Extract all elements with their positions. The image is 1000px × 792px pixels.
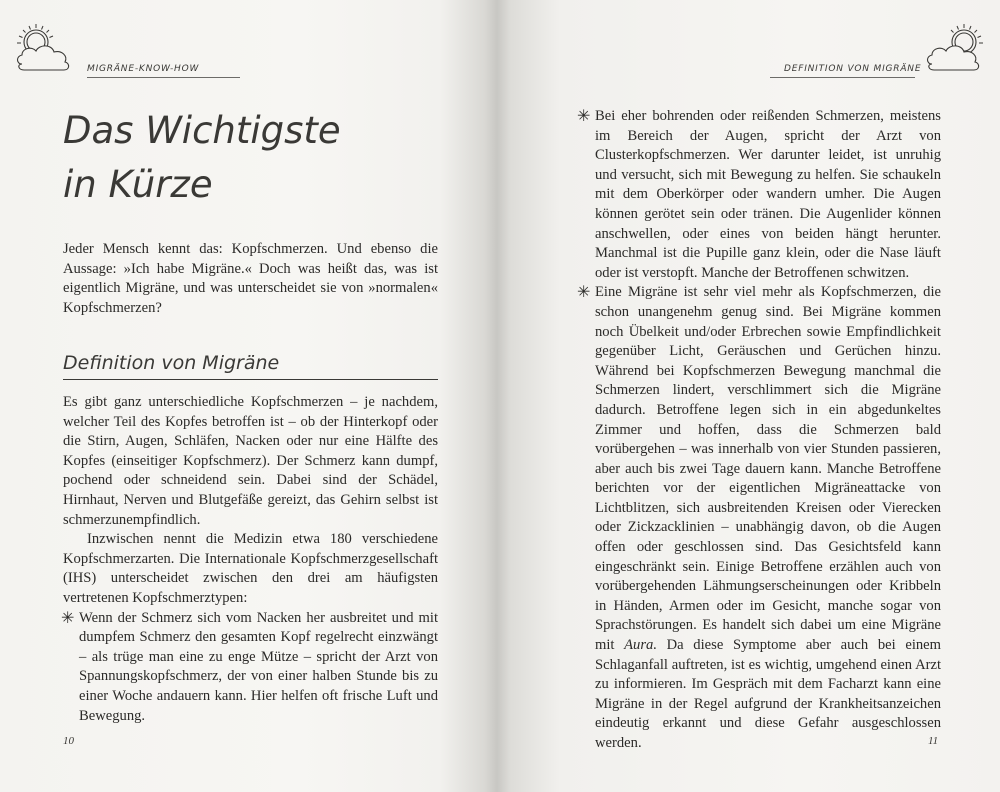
asterisk-bullet-icon: ✳ (577, 108, 591, 125)
title-line-2: in Kürze (63, 163, 213, 206)
header-rule (87, 77, 240, 78)
sun-cloud-icon (918, 18, 990, 74)
intro-paragraph: Jeder Mensch kennt das: Kopfschmerzen. Und ebenso die Aussage: »Ich habe Migräne.« Doch was heißt das, was ist eigentlich Migräne, und was unterscheidet sie von »normalen« Kopfschmerzen? (63, 241, 438, 316)
asterisk-bullet-icon: ✳ (61, 609, 75, 627)
list-item (579, 283, 941, 753)
list-item-text: Eine Migräne ist sehr viel mehr als Kopfschmerzen, die schon unangenehm genug sind. Bei Migräne kommen noch Übelkeit und/oder Erbrechen sowie Empfindlichkeit gegenüber Licht, Geräuschen und Gerüchen hinzu. Während bei Kopfschmerzen Bewegung manchmal die Schmerzen lindert, verschlimmert sich die Migräne dadurch. Betroffene legen sich in ein abgedunkeltes Zimmer und hoffen, dass die Schmerzen bald vorübergehen – was innerhalb von vier Stunden passieren, aber auch bis zwei Tage dauern kann. Manche Betroffene berichten vor der eigentlichen Migräneattacke von Lichtblitzen, sich ausbreitenden Kreisen oder Vierecken oder Zickzacklinien – unabhängig davon, ob die Augen offen oder geschlossen sind. Das Gesichtsfeld kann eingeschränkt sein. Einige Betroffene erzählen auch von vorübergehenden Lähmungserscheinungen oder Kribbeln in Händen, Armen oder im Gesicht, manche sogar von Sprachstörungen. Es handelt sich dabei um eine Migräne mit Aura. Da diese Symptome aber auch bei einem Schlaganfall auftreten, ist es wichtig, umgehend einen Arzt zu informieren. Im Gespräch mit dem Facharzt kann eine Migräne in der Regel aufgrund der Krankheitsanzeichen eindeutig erkannt und diese Gefahr ausgeschlossen werden. (595, 284, 941, 751)
section-heading: Definition von Migräne (63, 352, 280, 374)
page-title (63, 104, 341, 212)
section-heading-rule (63, 379, 438, 380)
title-line-1: Das Wichtigste (63, 109, 341, 152)
header-rule (770, 77, 915, 78)
sun-cloud-icon (12, 18, 80, 74)
running-head: MIGRÄNE-KNOW-HOW (87, 64, 200, 74)
emphasis-aura: Aura. (624, 637, 657, 654)
right-page (500, 0, 1000, 792)
list-item (579, 107, 941, 283)
right-body (579, 107, 941, 754)
page-number: 11 (928, 735, 939, 747)
running-head: DEFINITION VON MIGRÄNE (784, 64, 922, 74)
left-body (63, 393, 438, 726)
page-number: 10 (63, 735, 74, 747)
list-item-text: Wenn der Schmerz sich vom Nacken her ausbreitet und mit dumpfem Schmerz den gesamten Kopf regelrecht einzwängt – als trüge man eine zu enge Mütze – spricht der Arzt von Spannungskopfschmerz, der von einer halben Stunde bis zu einer Woche andauern kann. Hier helfen oft frische Luft und Bewegung. (79, 609, 438, 724)
list-item (63, 609, 438, 727)
paragraph: Inzwischen nennt die Medizin etwa 180 verschiedene Kopfschmerzarten. Die Internationale Kopfschmerzgesellschaft (IHS) unterscheidet zwischen den drei am häufigsten vertretenen Kopfschmerztypen: (63, 531, 438, 606)
list-item-text: Bei eher bohrenden oder reißenden Schmerzen, meistens im Bereich der Augen, spricht der Arzt von Clusterkopfschmerzen. Wer darunter leidet, ist unruhig und versucht, sich mit Bewegung zu helfen. Sie schaukeln mit dem Oberkörper oder wandern umher. Die Augen können gerötet sein oder tränen. Die Augenlider können anschwellen, oder eines von beiden hängt herunter. Manchmal ist die Pupille ganz klein, oder die Nase läuft oder ist verstopft. Manche der Betroffenen schwitzen. (595, 108, 941, 281)
asterisk-bullet-icon: ✳ (577, 284, 591, 302)
paragraph: Es gibt ganz unterschiedliche Kopfschmerzen – je nachdem, welcher Teil des Kopfes betroffen ist – ob der Hinterkopf oder die Stirn, Augen, Schläfen, Nacken oder nur eine Hälfte des Kopfes (einseitiger Kopfschmerz). Der Schmerz kann dumpf, pochend oder schneidend sein. Dabei sind der Schädel, Hirnhaut, Nerven und Blutgefäße gereizt, das Gehirn selbst ist schmerzunempfindlich. (63, 394, 438, 528)
